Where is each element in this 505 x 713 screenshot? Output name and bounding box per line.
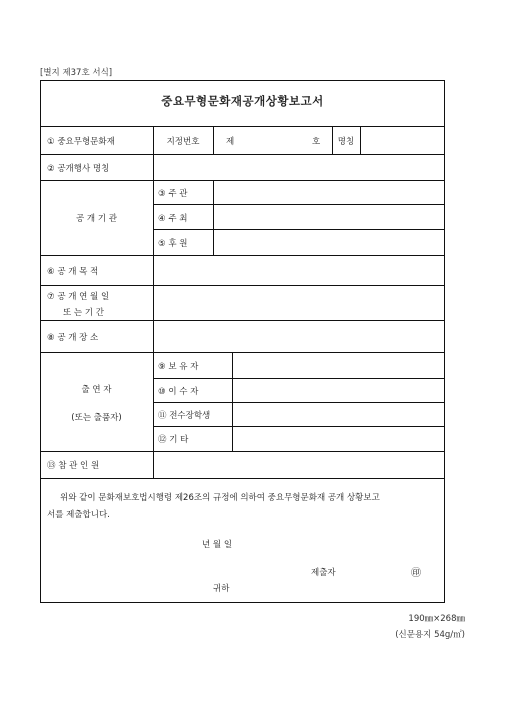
form-title: 중요무형문화재공개상황보고서 bbox=[161, 94, 324, 108]
submitter-label: 제출자 bbox=[311, 568, 336, 578]
row-divider bbox=[40, 478, 445, 479]
designation-number-label: 지정번호 bbox=[166, 137, 200, 147]
name-label: 명칭 bbox=[337, 137, 355, 147]
row-divider bbox=[40, 154, 445, 155]
event-name-label: ② 공개행사 명칭 bbox=[47, 164, 110, 174]
paper-type: (신문용지 54g/㎡) bbox=[395, 630, 465, 640]
column-divider bbox=[213, 180, 214, 255]
heritage-label: ① 중요무형문화재 bbox=[47, 137, 115, 147]
venue-label: ⑧ 공 개 장 소 bbox=[47, 333, 99, 343]
other-label: ⑫ 기 타 bbox=[158, 435, 189, 445]
row-divider bbox=[153, 402, 445, 403]
row-divider bbox=[40, 451, 445, 452]
holder-label: ⑨ 보 유 자 bbox=[158, 362, 199, 372]
organization-label: 공 개 기 관 bbox=[76, 214, 117, 224]
submission-date: 년 월 일 bbox=[202, 540, 233, 550]
row-divider bbox=[40, 285, 445, 286]
date-label-line1: ⑦ 공 개 연 월 일 bbox=[47, 292, 110, 302]
report-form bbox=[40, 80, 445, 603]
trainee-label: ⑩ 이 수 자 bbox=[158, 387, 199, 397]
purpose-label: ⑥ 공 개 목 적 bbox=[47, 267, 99, 277]
attendance-label: ⑬ 참 관 인 원 bbox=[47, 461, 100, 471]
sponsor-label: ⑤ 후 원 bbox=[158, 239, 188, 249]
row-divider bbox=[153, 426, 445, 427]
form-number-label: [별지 제37호 서식] bbox=[40, 68, 113, 78]
ordinal-prefix: 제 bbox=[226, 137, 235, 147]
declaration-line2: 서를 제출합니다. bbox=[47, 510, 110, 520]
row-divider bbox=[40, 126, 445, 127]
performers-label: 출 연 자 bbox=[81, 385, 112, 395]
column-divider bbox=[213, 126, 214, 154]
row-divider bbox=[153, 204, 445, 205]
performers-sublabel: (또는 출품자) bbox=[71, 413, 122, 423]
column-divider bbox=[153, 126, 154, 478]
row-divider bbox=[40, 320, 445, 321]
column-divider bbox=[232, 352, 233, 451]
host-label: ④ 주 최 bbox=[158, 214, 188, 224]
recipient-label: 귀하 bbox=[213, 584, 230, 594]
row-divider bbox=[40, 352, 445, 353]
paper-size: 190㎜×268㎜ bbox=[408, 614, 465, 624]
row-divider bbox=[40, 180, 445, 181]
date-label-line2: 또 는 기 간 bbox=[63, 308, 104, 318]
ordinal-suffix: 호 bbox=[312, 137, 321, 147]
row-divider bbox=[40, 255, 445, 256]
row-divider bbox=[153, 229, 445, 230]
organizer-label: ③ 주 관 bbox=[158, 189, 188, 199]
row-divider bbox=[153, 378, 445, 379]
declaration-line1: 위와 같이 문화재보호법시행령 제26조의 규정에 의하여 중요무형문화재 공개 상황보고 bbox=[60, 493, 380, 503]
column-divider bbox=[360, 126, 361, 154]
scholar-label: ⑪ 전수장학생 bbox=[158, 411, 211, 421]
seal-mark: ㊞ bbox=[411, 568, 421, 579]
